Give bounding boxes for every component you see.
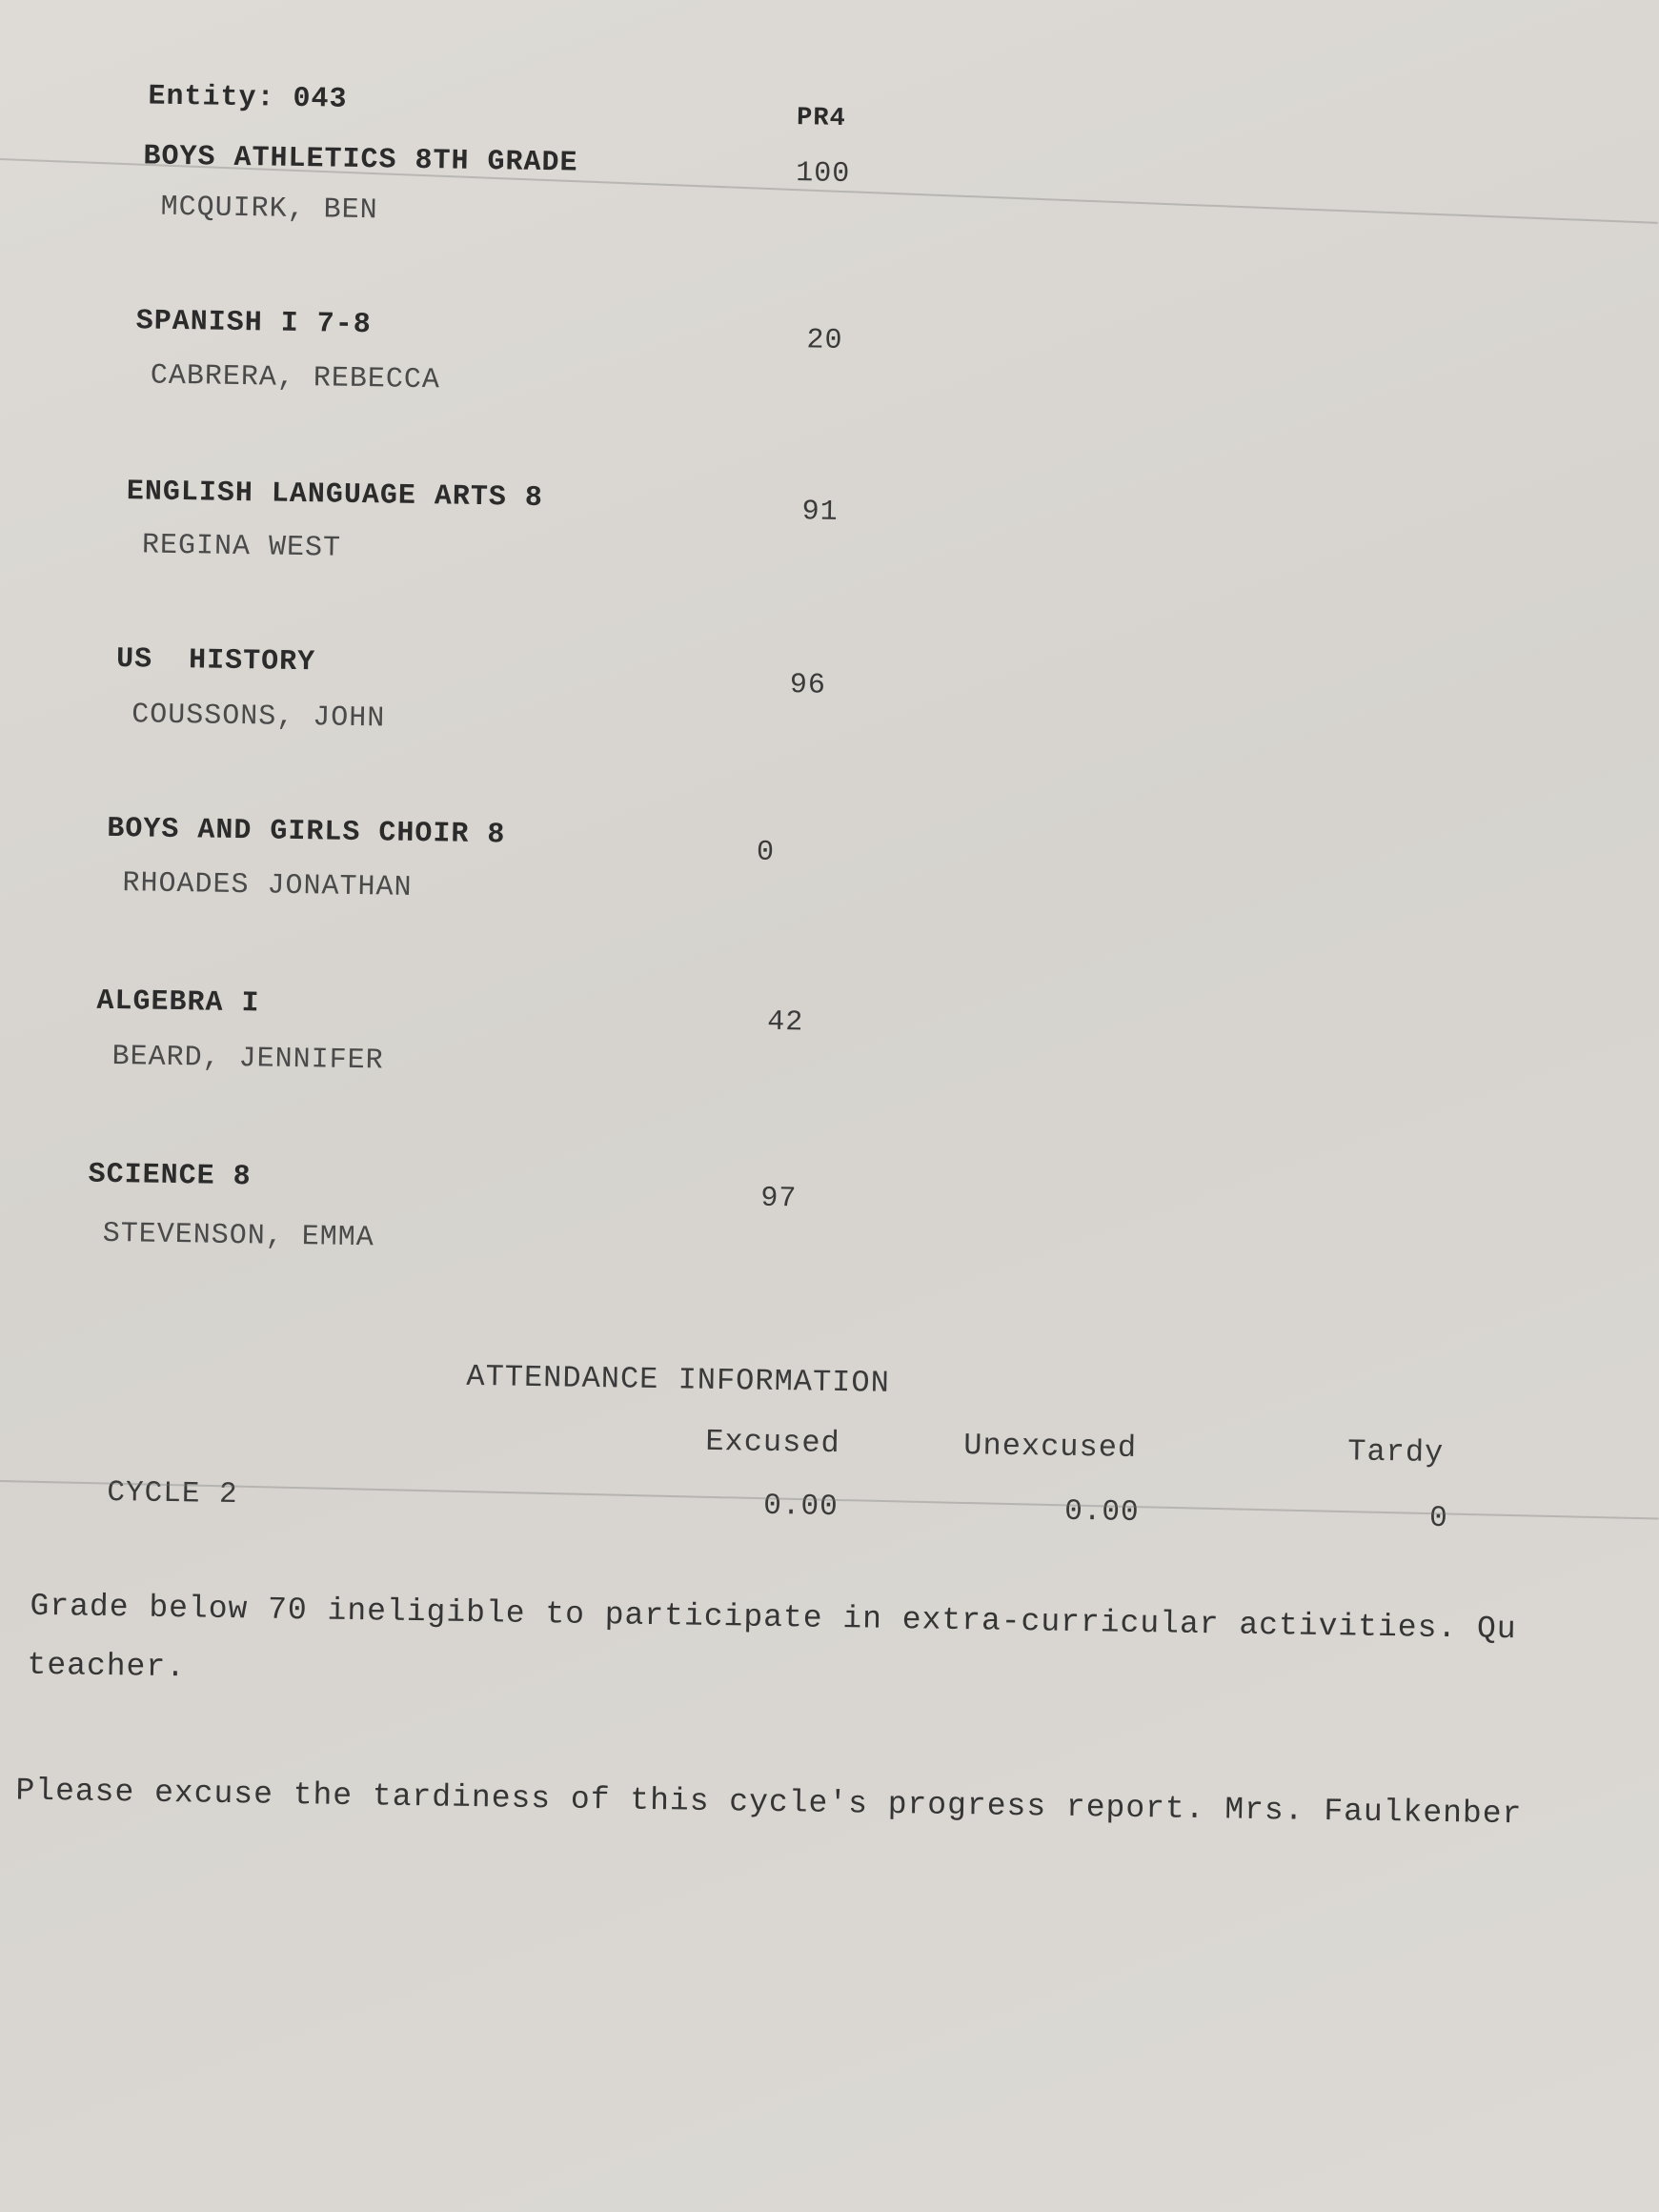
attendance-title: ATTENDANCE INFORMATION xyxy=(466,1358,891,1401)
attendance-tardy-value: 0 xyxy=(1428,1501,1449,1536)
eligibility-note-line-2: teacher. xyxy=(27,1647,187,1686)
course-teacher: REGINA WEST xyxy=(141,529,342,565)
attendance-row-label: CYCLE 2 xyxy=(107,1475,238,1512)
course-grade: 0 xyxy=(756,836,776,869)
attendance-unexcused-value: 0.00 xyxy=(1063,1494,1140,1530)
course-grade: 91 xyxy=(801,496,839,529)
course-teacher: COUSSONS, JOHN xyxy=(131,699,386,736)
attendance-column-unexcused: Unexcused xyxy=(963,1428,1138,1466)
course-name: SCIENCE 8 xyxy=(88,1158,252,1194)
period-column-header: PR4 xyxy=(796,104,846,133)
course-name: ALGEBRA I xyxy=(96,984,260,1021)
course-grade: 20 xyxy=(806,324,843,357)
course-name: SPANISH I 7-8 xyxy=(135,305,373,342)
course-name: US HISTORY xyxy=(115,643,316,680)
course-grade: 96 xyxy=(789,669,827,702)
eligibility-note-line-1: Grade below 70 ineligible to participate in extra-curricular activities. Qu xyxy=(30,1588,1517,1648)
course-teacher: STEVENSON, EMMA xyxy=(102,1217,374,1255)
course-grade: 100 xyxy=(795,157,851,192)
course-name: BOYS ATHLETICS 8TH GRADE xyxy=(143,140,578,180)
course-teacher: RHOADES JONATHAN xyxy=(122,867,413,904)
course-teacher: BEARD, JENNIFER xyxy=(111,1040,384,1078)
course-name: BOYS AND GIRLS CHOIR 8 xyxy=(107,812,506,852)
attendance-excused-value: 0.00 xyxy=(763,1489,839,1525)
course-teacher: CABRERA, REBECCA xyxy=(150,359,441,397)
course-name: ENGLISH LANGUAGE ARTS 8 xyxy=(126,476,544,516)
course-grade: 97 xyxy=(760,1182,798,1216)
attendance-column-excused: Excused xyxy=(705,1423,841,1462)
teacher-message: Please excuse the tardiness of this cycle's progress report. Mrs. Faulkenber xyxy=(15,1773,1523,1833)
attendance-column-tardy: Tardy xyxy=(1346,1433,1445,1471)
entity-label: Entity: 043 xyxy=(148,80,348,116)
course-teacher: MCQUIRK, BEN xyxy=(160,191,378,228)
course-grade: 42 xyxy=(766,1005,804,1040)
